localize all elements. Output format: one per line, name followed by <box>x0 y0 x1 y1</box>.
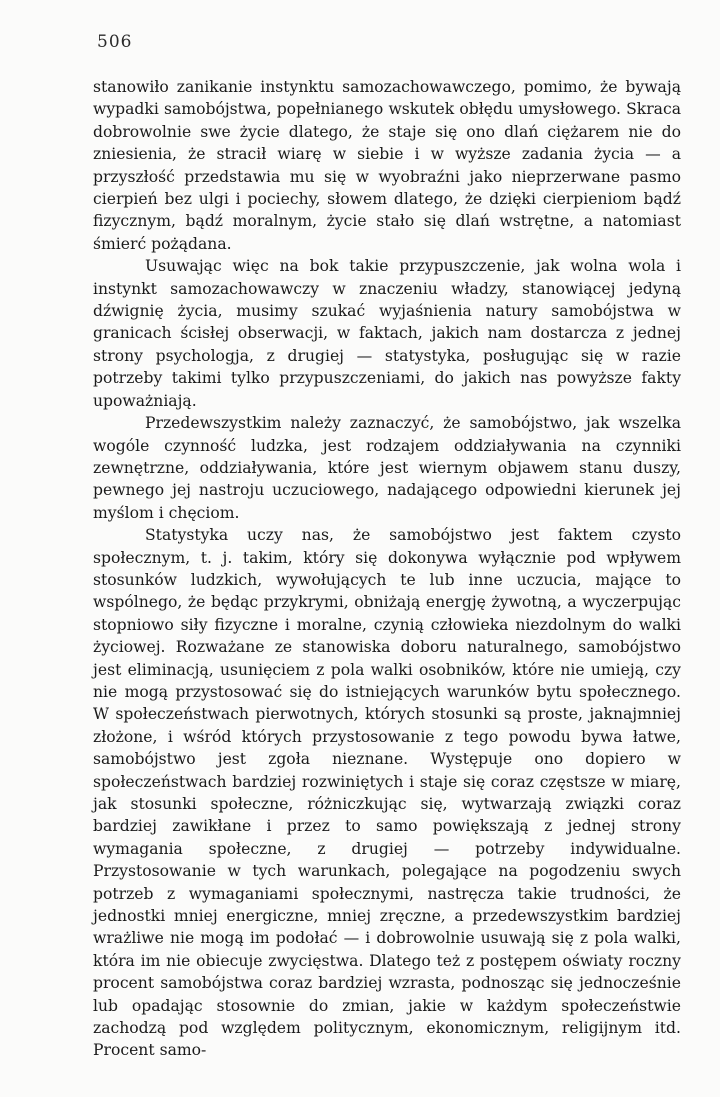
paragraph-2: Usuwając więc na bok takie przypuszczenie, jak wolna wola i instynkt samozachowawczy w znaczeniu władzy, stanowiącej jedyną dźwignię życia, musimy szukać wyjaśnienia natury samobójstwa w granicach ścisłej obserwacji, w faktach, jakich nam dostarcza z jednej strony psychologja, z drugiej — statystyka, posługując się w razie potrzeby takimi tylko przypuszczeniami, do jakich nas powyższe fakty upoważniają. <box>93 257 681 410</box>
body-text <box>93 76 681 1062</box>
paragraph-3: Przedewszystkim należy zaznaczyć, że samobójstwo, jak wszelka wogóle czynność ludzka, jest rodzajem oddziaływania na czynniki zewnętrzne, oddziaływania, które jest wiernym objawem stanu duszy, pewnego jej nastroju uczuciowego, nadającego odpowiedni kierunek jej myślom i chęciom. <box>93 414 681 522</box>
paragraph-4: Statystyka uczy nas, że samobójstwo jest faktem czysto społecznym, t. j. takim, który się dokonywa wyłącznie pod wpływem stosunków ludzkich, wywołujących te lub inne uczucia, mające to wspólnego, że będąc przykrymi, obniżają energję żywotną, a wyczerpując stopniowo siły fizyczne i moralne, czynią człowieka niezdolnym do walki życiowej. Rozważane ze stanowiska doboru naturalnego, samobójstwo jest eliminacją, usunięciem z pola walki osobników, które nie umieją, czy nie mogą przystosować się do istniejących warunków bytu społecznego. W społeczeństwach pierwotnych, których stosunki są proste, jaknajmniej złożone, i wśród których przystosowanie z tego powodu bywa łatwe, samobójstwo jest zgoła nieznane. Występuje ono dopiero w społeczeństwach bardziej rozwiniętych i staje się coraz częstsze w miarę, jak stosunki społeczne, różniczkując się, wytwarzają związki coraz bardziej zawikłane i przez to samo powiększają z jednej strony wymagania społeczne, z drugiej — potrzeby indywidualne. Przystosowanie w tych warunkach, polegające na pogodzeniu swych potrzeb z wymaganiami społecznymi, nastręcza takie trudności, że jednostki mniej energiczne, mniej zręczne, a przedewszystkim bardziej wrażliwe nie mogą im podołać — i dobrowolnie usuwają się z pola walki, która im nie obiecuje zwycięstwa. Dlatego też z postępem oświaty roczny procent samobójstwa coraz bardziej wzrasta, podnosząc się jednocześnie lub opadając stosownie do zmian, jakie w każdym społeczeństwie zachodzą pod względem politycznym, ekonomicznym, religijnym itd. Procent samo- <box>93 526 681 1060</box>
paragraph-1: stanowiło zanikanie instynktu samozachowawczego, pomimo, że bywają wypadki samobójstwa, popełnianego wskutek obłędu umysłowego. Skraca dobrowolnie swe życie dlatego, że staje się ono dlań ciężarem nie do zniesienia, że stracił wiarę w siebie i w wyższe zadania życia — a przyszłość przedstawia mu się w wyobraźni jako nieprzerwane pasmo cierpień bez ulgi i pociechy, słowem dlatego, że dzięki cierpieniom bądź fizycznym, bądź moralnym, życie stało się dlań wstrętne, a natomiast śmierć pożądana. <box>93 78 681 253</box>
page-number: 506 <box>97 32 133 52</box>
